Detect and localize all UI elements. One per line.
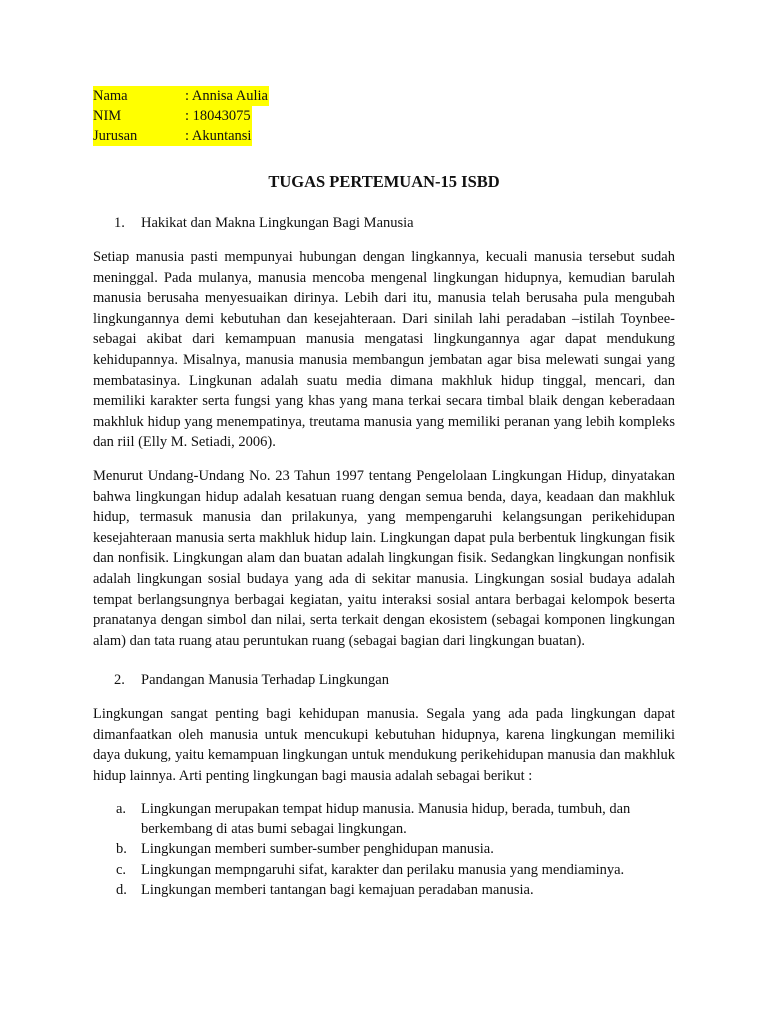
list-item (93, 839, 675, 859)
list-item (93, 880, 675, 900)
document-page (93, 86, 675, 901)
identity-label: Jurusan (93, 126, 185, 146)
list-marker: c. (116, 861, 127, 878)
paragraph: Menurut Undang-Undang No. 23 Tahun 1997 tentang Pengelolaan Lingkungan Hidup, dinyatakan bahwa lingkungan hidup adalah kesatuan ruang dengan semua benda, daya, keadaan dan makhluk hidup, termasuk manusia dan prilakunya, yang mempengaruhi kelangsungan perikehidupan kesejahteraan manusia serta makhluk hidup lain. Lingkungan dapat pula berbentuk lingkungan fisik dan nonfisik. Lingkungan alam dan buatan adalah lingkungan fisik. Sedangkan lingkungan nonfisik adalah lingkungan sosial budaya yang ada di sekitar manusia. Lingkungan sosial budaya adalah tempat berlangsungnya berbagai kegiatan, yaitu interaksi sosial antara berbagai kelompok beserta pranatanya dengan simbol dan nilai, serta terkait dengan ekosistem (sebagai komponen lingkungan alam) dan tata ruang atau peruntukan ruang (sebagai bagian dari lingkungan buatan). (93, 467, 675, 649)
identity-block (93, 86, 675, 146)
list-item-text: Lingkungan memberi tantangan bagi kemajuan peradaban manusia. (141, 882, 534, 899)
paragraph: Lingkungan sangat penting bagi kehidupan manusia. Segala yang ada pada lingkungan dapat dimanfaatkan oleh manusia untuk mencukupi kebutuhan hidupnya, karena lingkungan memiliki daya dukung, yaitu kemampuan lingkungan untuk mendukung perikehidupan manusia dan makhluk hidup lainnya. Arti penting lingkungan bagi mausia adalah sebagai berikut : (93, 706, 675, 785)
identity-label: Nama (93, 86, 185, 106)
identity-row-name (93, 86, 675, 106)
list-marker: d. (116, 882, 127, 899)
list-item-text: Lingkungan mempngaruhi sifat, karakter dan perilaku manusia yang mendiaminya. (141, 861, 625, 878)
importance-list (93, 799, 675, 901)
list-marker: b. (116, 841, 127, 858)
section-heading-2 (93, 670, 675, 690)
identity-label: NIM (93, 106, 185, 126)
list-item-text: Lingkungan memberi sumber-sumber penghidupan manusia. (141, 841, 494, 858)
list-item (93, 799, 675, 840)
document-title: TUGAS PERTEMUAN-15 ISBD (268, 172, 500, 191)
identity-value: : Annisa Aulia (185, 88, 268, 104)
paragraph: Setiap manusia pasti mempunyai hubungan dengan lingkannya, kecuali manusia tersebut sudah meninggal. Pada mulanya, manusia mencoba mengenal lingkungan hidupnya, kemudian barulah manusia berusaha menyesuaikan dirinya. Lebih dari itu, manusia telah berusaha pula mengubah lingkungannya demi kebutuhan dan kesejahteraan. Dari sinilah lahi peradaban –istilah Toynbee- sebagai akibat dari kemampuan manusia mengatasi lingkungannya agar dapat mendukung kehidupannya. Misalnya, manusia manusia membangun jembatan agar bisa melewati sungai yang membatasinya. Lingkunan adalah suatu media dimana makhluk hidup tinggal, mencari, dan memiliki karakter serta fungsi yang khas yang mana terkai secara timbal blaik dengan keberadaan makhluk hidup yang menempatinya, treutama manusia yang memiliki peranan yang lebih kompleks dan riil (Elly M. Setiadi, 2006). (93, 249, 675, 451)
identity-row-jurusan (93, 126, 675, 146)
section-number: 2. (114, 672, 125, 689)
section-number: 1. (114, 215, 125, 231)
identity-value: : Akuntansi (185, 128, 252, 144)
section-heading-text: Hakikat dan Makna Lingkungan Bagi Manusia (141, 215, 414, 231)
identity-value: : 18043075 (185, 108, 251, 124)
identity-row-nim (93, 106, 675, 126)
list-item-text: Lingkungan merupakan tempat hidup manusia. Manusia hidup, berada, tumbuh, dan berkembang di atas bumi sebagai lingkungan. (141, 800, 631, 838)
section-heading-1 (93, 213, 675, 233)
list-item (93, 860, 675, 880)
section-heading-text: Pandangan Manusia Terhadap Lingkungan (141, 672, 389, 689)
list-marker: a. (116, 800, 127, 817)
